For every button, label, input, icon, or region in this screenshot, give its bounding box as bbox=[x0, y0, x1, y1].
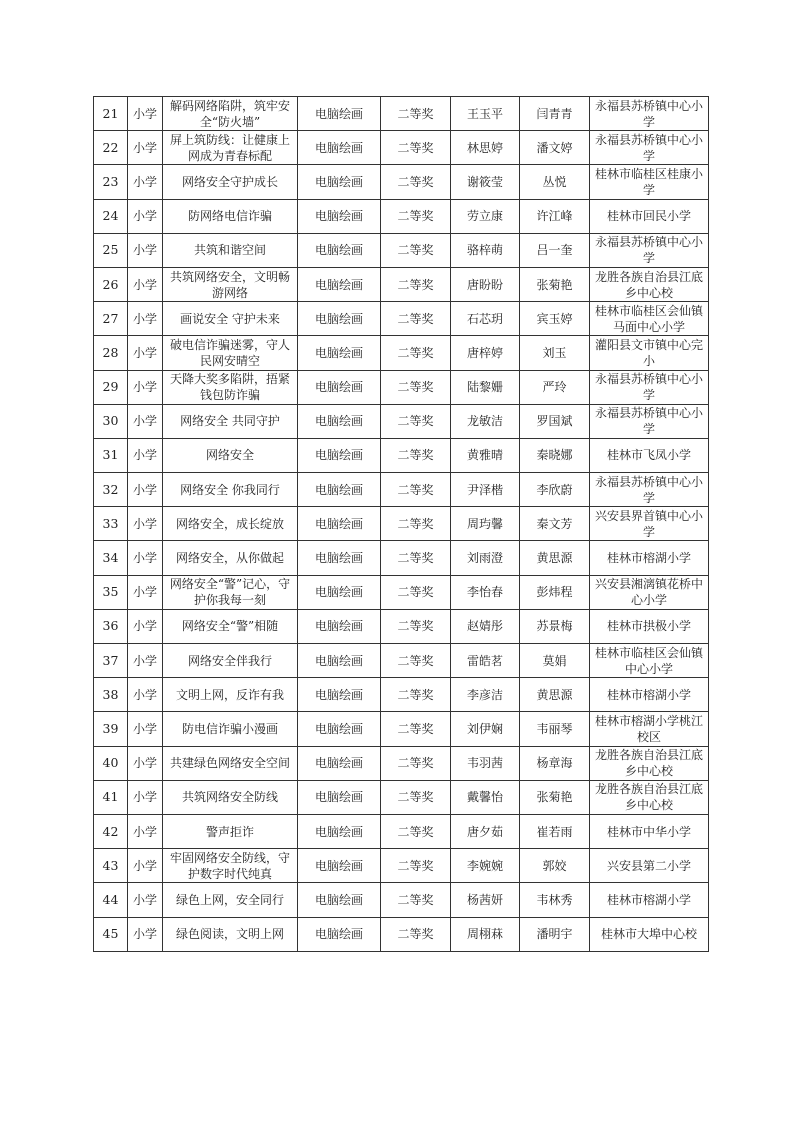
cell-level: 小学 bbox=[128, 302, 163, 336]
cell-author: 石芯玥 bbox=[451, 302, 520, 336]
cell-award: 二等奖 bbox=[381, 678, 451, 712]
cell-school: 永福县苏桥镇中心小学 bbox=[590, 131, 709, 165]
cell-category: 电脑绘画 bbox=[298, 814, 381, 848]
table-row bbox=[94, 302, 709, 336]
cell-teacher: 李欣蔚 bbox=[520, 473, 590, 507]
table-row bbox=[94, 507, 709, 541]
cell-award: 二等奖 bbox=[381, 165, 451, 199]
table-row bbox=[94, 644, 709, 678]
cell-title: 网络安全，成长绽放 bbox=[163, 507, 298, 541]
table-row bbox=[94, 97, 709, 131]
cell-author: 唐夕茹 bbox=[451, 814, 520, 848]
cell-author: 劳立康 bbox=[451, 199, 520, 233]
cell-award: 二等奖 bbox=[381, 746, 451, 780]
cell-award: 二等奖 bbox=[381, 780, 451, 814]
cell-author: 周栩菻 bbox=[451, 917, 520, 951]
cell-level: 小学 bbox=[128, 678, 163, 712]
table-row bbox=[94, 233, 709, 267]
cell-number: 27 bbox=[94, 302, 128, 336]
cell-award: 二等奖 bbox=[381, 404, 451, 438]
cell-level: 小学 bbox=[128, 814, 163, 848]
cell-title: 网络安全守护成长 bbox=[163, 165, 298, 199]
cell-number: 22 bbox=[94, 131, 128, 165]
cell-number: 39 bbox=[94, 712, 128, 746]
cell-level: 小学 bbox=[128, 644, 163, 678]
table-row bbox=[94, 849, 709, 883]
cell-level: 小学 bbox=[128, 438, 163, 472]
cell-number: 23 bbox=[94, 165, 128, 199]
cell-award: 二等奖 bbox=[381, 302, 451, 336]
cell-title: 共建绿色网络安全空间 bbox=[163, 746, 298, 780]
cell-number: 24 bbox=[94, 199, 128, 233]
table-row bbox=[94, 370, 709, 404]
cell-author: 雷皓茗 bbox=[451, 644, 520, 678]
cell-award: 二等奖 bbox=[381, 370, 451, 404]
cell-school: 桂林市中华小学 bbox=[590, 814, 709, 848]
cell-category: 电脑绘画 bbox=[298, 438, 381, 472]
cell-award: 二等奖 bbox=[381, 199, 451, 233]
cell-level: 小学 bbox=[128, 233, 163, 267]
cell-award: 二等奖 bbox=[381, 644, 451, 678]
cell-school: 桂林市临桂区会仙镇马面中心小学 bbox=[590, 302, 709, 336]
table-row bbox=[94, 678, 709, 712]
cell-number: 21 bbox=[94, 97, 128, 131]
cell-category: 电脑绘画 bbox=[298, 644, 381, 678]
table-row bbox=[94, 609, 709, 643]
cell-school: 永福县苏桥镇中心小学 bbox=[590, 370, 709, 404]
cell-school: 龙胜各族自治县江底乡中心校 bbox=[590, 267, 709, 301]
table-row bbox=[94, 575, 709, 609]
cell-teacher: 黄思源 bbox=[520, 541, 590, 575]
cell-teacher: 彭炜程 bbox=[520, 575, 590, 609]
cell-school: 桂林市大埠中心校 bbox=[590, 917, 709, 951]
cell-title: 防网络电信诈骗 bbox=[163, 199, 298, 233]
cell-author: 戴馨怡 bbox=[451, 780, 520, 814]
cell-level: 小学 bbox=[128, 917, 163, 951]
cell-title: 文明上网，反诈有我 bbox=[163, 678, 298, 712]
cell-level: 小学 bbox=[128, 97, 163, 131]
cell-category: 电脑绘画 bbox=[298, 575, 381, 609]
cell-level: 小学 bbox=[128, 473, 163, 507]
cell-category: 电脑绘画 bbox=[298, 917, 381, 951]
cell-school: 龙胜各族自治县江底乡中心校 bbox=[590, 780, 709, 814]
cell-number: 34 bbox=[94, 541, 128, 575]
cell-category: 电脑绘画 bbox=[298, 473, 381, 507]
cell-award: 二等奖 bbox=[381, 131, 451, 165]
table-row bbox=[94, 336, 709, 370]
cell-teacher: 许江峰 bbox=[520, 199, 590, 233]
cell-number: 31 bbox=[94, 438, 128, 472]
cell-award: 二等奖 bbox=[381, 233, 451, 267]
cell-author: 杨茜妍 bbox=[451, 883, 520, 917]
cell-level: 小学 bbox=[128, 575, 163, 609]
cell-title: 绿色上网，安全同行 bbox=[163, 883, 298, 917]
cell-category: 电脑绘画 bbox=[298, 609, 381, 643]
cell-category: 电脑绘画 bbox=[298, 507, 381, 541]
cell-school: 桂林市拱极小学 bbox=[590, 609, 709, 643]
cell-teacher: 郭姣 bbox=[520, 849, 590, 883]
cell-teacher: 吕一奎 bbox=[520, 233, 590, 267]
cell-number: 42 bbox=[94, 814, 128, 848]
cell-award: 二等奖 bbox=[381, 712, 451, 746]
cell-author: 谢筱莹 bbox=[451, 165, 520, 199]
cell-category: 电脑绘画 bbox=[298, 302, 381, 336]
cell-author: 王玉平 bbox=[451, 97, 520, 131]
cell-title: 破电信诈骗迷雾，守人民网安晴空 bbox=[163, 336, 298, 370]
cell-school: 永福县苏桥镇中心小学 bbox=[590, 233, 709, 267]
cell-teacher: 潘明宇 bbox=[520, 917, 590, 951]
cell-school: 兴安县湘漓镇花桥中心小学 bbox=[590, 575, 709, 609]
cell-title: 画说安全 守护未来 bbox=[163, 302, 298, 336]
cell-teacher: 秦文芳 bbox=[520, 507, 590, 541]
cell-award: 二等奖 bbox=[381, 438, 451, 472]
cell-teacher: 罗国斌 bbox=[520, 404, 590, 438]
table-row bbox=[94, 199, 709, 233]
cell-school: 永福县苏桥镇中心小学 bbox=[590, 97, 709, 131]
cell-teacher: 黄思源 bbox=[520, 678, 590, 712]
cell-title: 网络安全 你我同行 bbox=[163, 473, 298, 507]
cell-author: 李彦洁 bbox=[451, 678, 520, 712]
cell-category: 电脑绘画 bbox=[298, 746, 381, 780]
cell-level: 小学 bbox=[128, 780, 163, 814]
cell-category: 电脑绘画 bbox=[298, 370, 381, 404]
cell-title: 网络安全“警”相随 bbox=[163, 609, 298, 643]
cell-level: 小学 bbox=[128, 199, 163, 233]
table-row bbox=[94, 404, 709, 438]
cell-teacher: 崔若雨 bbox=[520, 814, 590, 848]
cell-category: 电脑绘画 bbox=[298, 780, 381, 814]
table-row bbox=[94, 746, 709, 780]
cell-number: 30 bbox=[94, 404, 128, 438]
cell-school: 兴安县第二小学 bbox=[590, 849, 709, 883]
cell-title: 屏上筑防线：让健康上网成为青春标配 bbox=[163, 131, 298, 165]
cell-title: 绿色阅读，文明上网 bbox=[163, 917, 298, 951]
cell-school: 桂林市榕湖小学桃江校区 bbox=[590, 712, 709, 746]
cell-category: 电脑绘画 bbox=[298, 849, 381, 883]
cell-school: 桂林市飞凤小学 bbox=[590, 438, 709, 472]
cell-teacher: 韦林秀 bbox=[520, 883, 590, 917]
cell-award: 二等奖 bbox=[381, 541, 451, 575]
cell-category: 电脑绘画 bbox=[298, 404, 381, 438]
cell-number: 35 bbox=[94, 575, 128, 609]
cell-award: 二等奖 bbox=[381, 507, 451, 541]
cell-category: 电脑绘画 bbox=[298, 678, 381, 712]
cell-teacher: 韦丽琴 bbox=[520, 712, 590, 746]
cell-award: 二等奖 bbox=[381, 97, 451, 131]
cell-level: 小学 bbox=[128, 541, 163, 575]
cell-author: 李婉婉 bbox=[451, 849, 520, 883]
table-row bbox=[94, 917, 709, 951]
cell-title: 牢固网络安全防线，守护数字时代纯真 bbox=[163, 849, 298, 883]
cell-number: 45 bbox=[94, 917, 128, 951]
cell-award: 二等奖 bbox=[381, 883, 451, 917]
cell-title: 警声拒诈 bbox=[163, 814, 298, 848]
cell-author: 唐盼盼 bbox=[451, 267, 520, 301]
cell-author: 唐梓婷 bbox=[451, 336, 520, 370]
cell-school: 桂林市回民小学 bbox=[590, 199, 709, 233]
cell-author: 林思婷 bbox=[451, 131, 520, 165]
cell-teacher: 莫娟 bbox=[520, 644, 590, 678]
cell-teacher: 闫青青 bbox=[520, 97, 590, 131]
cell-number: 38 bbox=[94, 678, 128, 712]
cell-author: 韦羽茜 bbox=[451, 746, 520, 780]
cell-teacher: 潘文婷 bbox=[520, 131, 590, 165]
cell-teacher: 丛悦 bbox=[520, 165, 590, 199]
cell-award: 二等奖 bbox=[381, 917, 451, 951]
cell-level: 小学 bbox=[128, 131, 163, 165]
cell-title: 解码网络陷阱，筑牢安全“防火墙” bbox=[163, 97, 298, 131]
table-row bbox=[94, 883, 709, 917]
cell-school: 桂林市临桂区桂康小学 bbox=[590, 165, 709, 199]
cell-number: 32 bbox=[94, 473, 128, 507]
cell-number: 28 bbox=[94, 336, 128, 370]
cell-teacher: 严玲 bbox=[520, 370, 590, 404]
cell-school: 桂林市榕湖小学 bbox=[590, 541, 709, 575]
cell-teacher: 秦晓娜 bbox=[520, 438, 590, 472]
cell-number: 33 bbox=[94, 507, 128, 541]
cell-category: 电脑绘画 bbox=[298, 165, 381, 199]
cell-level: 小学 bbox=[128, 507, 163, 541]
cell-number: 43 bbox=[94, 849, 128, 883]
cell-award: 二等奖 bbox=[381, 336, 451, 370]
cell-number: 37 bbox=[94, 644, 128, 678]
cell-author: 周玙馨 bbox=[451, 507, 520, 541]
cell-number: 29 bbox=[94, 370, 128, 404]
cell-category: 电脑绘画 bbox=[298, 97, 381, 131]
cell-author: 尹泽楷 bbox=[451, 473, 520, 507]
cell-level: 小学 bbox=[128, 609, 163, 643]
table-row bbox=[94, 780, 709, 814]
cell-category: 电脑绘画 bbox=[298, 336, 381, 370]
cell-award: 二等奖 bbox=[381, 267, 451, 301]
table-row bbox=[94, 814, 709, 848]
cell-teacher: 苏景梅 bbox=[520, 609, 590, 643]
cell-level: 小学 bbox=[128, 849, 163, 883]
cell-title: 天降大奖多陷阱，捂紧钱包防诈骗 bbox=[163, 370, 298, 404]
cell-number: 40 bbox=[94, 746, 128, 780]
table-row bbox=[94, 473, 709, 507]
cell-title: 共筑和谐空间 bbox=[163, 233, 298, 267]
cell-category: 电脑绘画 bbox=[298, 131, 381, 165]
table-row bbox=[94, 131, 709, 165]
cell-teacher: 张菊艳 bbox=[520, 780, 590, 814]
cell-level: 小学 bbox=[128, 267, 163, 301]
cell-school: 灌阳县文市镇中心完小 bbox=[590, 336, 709, 370]
cell-title: 网络安全 bbox=[163, 438, 298, 472]
cell-award: 二等奖 bbox=[381, 609, 451, 643]
cell-category: 电脑绘画 bbox=[298, 883, 381, 917]
cell-category: 电脑绘画 bbox=[298, 199, 381, 233]
cell-author: 赵婧彤 bbox=[451, 609, 520, 643]
awards-table bbox=[93, 96, 709, 952]
cell-level: 小学 bbox=[128, 746, 163, 780]
cell-number: 26 bbox=[94, 267, 128, 301]
cell-title: 网络安全 共同守护 bbox=[163, 404, 298, 438]
cell-title: 防电信诈骗小漫画 bbox=[163, 712, 298, 746]
cell-title: 网络安全，从你做起 bbox=[163, 541, 298, 575]
cell-number: 44 bbox=[94, 883, 128, 917]
cell-level: 小学 bbox=[128, 883, 163, 917]
cell-author: 黄雅晴 bbox=[451, 438, 520, 472]
cell-teacher: 张菊艳 bbox=[520, 267, 590, 301]
cell-author: 陆黎姗 bbox=[451, 370, 520, 404]
cell-author: 刘雨澄 bbox=[451, 541, 520, 575]
cell-title: 网络安全伴我行 bbox=[163, 644, 298, 678]
table-row bbox=[94, 712, 709, 746]
cell-school: 桂林市榕湖小学 bbox=[590, 883, 709, 917]
cell-school: 永福县苏桥镇中心小学 bbox=[590, 473, 709, 507]
cell-level: 小学 bbox=[128, 336, 163, 370]
table-row bbox=[94, 267, 709, 301]
cell-title: 网络安全“警”记心，守护你我每一刻 bbox=[163, 575, 298, 609]
cell-author: 龙敏洁 bbox=[451, 404, 520, 438]
cell-level: 小学 bbox=[128, 165, 163, 199]
cell-author: 骆梓萌 bbox=[451, 233, 520, 267]
cell-number: 41 bbox=[94, 780, 128, 814]
table-row bbox=[94, 165, 709, 199]
cell-title: 共筑网络安全防线 bbox=[163, 780, 298, 814]
cell-teacher: 刘玉 bbox=[520, 336, 590, 370]
cell-level: 小学 bbox=[128, 712, 163, 746]
table-row bbox=[94, 541, 709, 575]
awards-table-body bbox=[94, 97, 709, 952]
cell-level: 小学 bbox=[128, 404, 163, 438]
cell-award: 二等奖 bbox=[381, 849, 451, 883]
cell-school: 桂林市榕湖小学 bbox=[590, 678, 709, 712]
cell-school: 桂林市临桂区会仙镇中心小学 bbox=[590, 644, 709, 678]
cell-number: 36 bbox=[94, 609, 128, 643]
cell-level: 小学 bbox=[128, 370, 163, 404]
cell-author: 李怡春 bbox=[451, 575, 520, 609]
cell-category: 电脑绘画 bbox=[298, 712, 381, 746]
cell-school: 兴安县界首镇中心小学 bbox=[590, 507, 709, 541]
cell-school: 永福县苏桥镇中心小学 bbox=[590, 404, 709, 438]
cell-title: 共筑网络安全，文明畅游网络 bbox=[163, 267, 298, 301]
cell-category: 电脑绘画 bbox=[298, 233, 381, 267]
cell-award: 二等奖 bbox=[381, 814, 451, 848]
cell-author: 刘伊娴 bbox=[451, 712, 520, 746]
table-row bbox=[94, 438, 709, 472]
cell-category: 电脑绘画 bbox=[298, 267, 381, 301]
cell-number: 25 bbox=[94, 233, 128, 267]
cell-award: 二等奖 bbox=[381, 575, 451, 609]
cell-teacher: 杨章海 bbox=[520, 746, 590, 780]
cell-school: 龙胜各族自治县江底乡中心校 bbox=[590, 746, 709, 780]
cell-teacher: 宾玉婷 bbox=[520, 302, 590, 336]
cell-award: 二等奖 bbox=[381, 473, 451, 507]
cell-category: 电脑绘画 bbox=[298, 541, 381, 575]
